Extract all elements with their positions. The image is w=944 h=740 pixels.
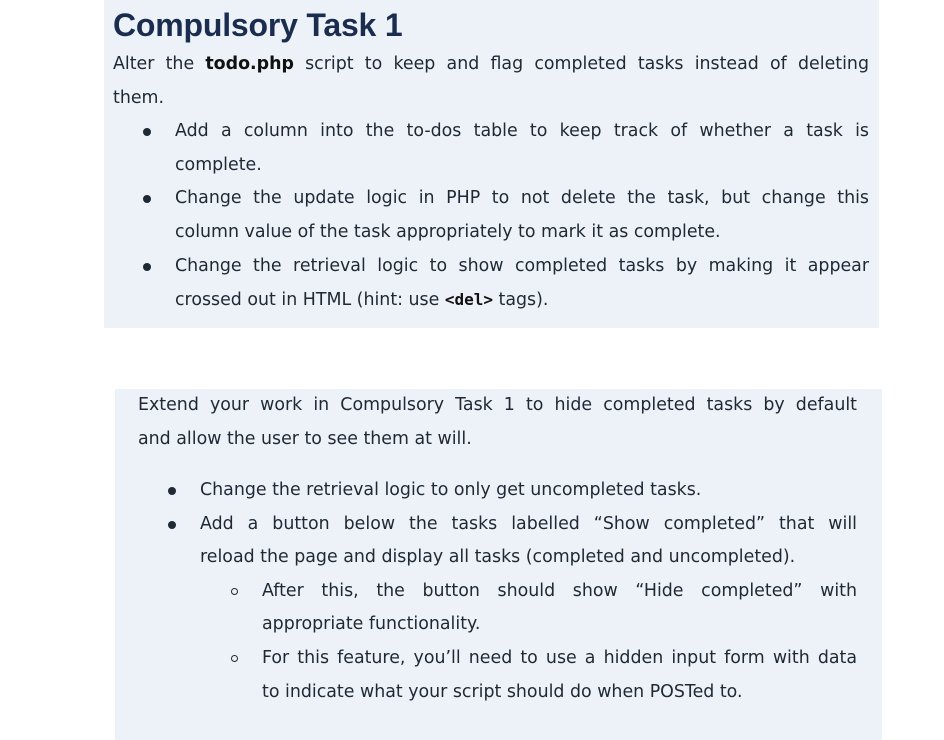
task2-sub-list [200, 575, 857, 709]
task1-bullet-list [113, 115, 869, 318]
list-item: Add a button below the tasks labelled “Show completed” that will reload the page and display all tasks (completed and uncompleted). After this, the button should show “Hide completed” with appropriate functionality. For this feature, you’ll need to use a hidden input form with data to indicate what your script should do when POSTed to. [200, 508, 857, 710]
sub-list-item: For this feature, you’ll need to use a hidden input form with data to indicate what your script should do when POSTed to. [262, 642, 857, 709]
section-title: Compulsory Task 1 [113, 7, 403, 43]
task1-intro-line-1: Alter the todo.php script to keep and flag completed tasks instead of deleting [113, 54, 869, 74]
list-item: Change the update logic in PHP to not delete the task, but change this column value of the task appropriately to mark it as complete. [175, 182, 869, 249]
circle-bullet-icon [231, 588, 238, 595]
bullet-icon [143, 195, 151, 203]
task1-intro [113, 48, 869, 115]
extension-task-section [115, 389, 882, 740]
sub-list-item: After this, the button should show “Hide completed” with appropriate functionality. [262, 575, 857, 642]
compulsory-task-1-section [104, 0, 879, 328]
circle-bullet-icon [231, 655, 238, 662]
list-item: Add a column into the to-dos table to keep track of whether a task is complete. [175, 115, 869, 182]
list-item: Change the retrieval logic to show completed tasks by making it appear crossed out in HTML (hint: use <del> tags). [175, 250, 869, 318]
filename-todo-php: todo.php [205, 54, 294, 74]
bullet-icon [143, 263, 151, 271]
bullet-icon [168, 521, 176, 529]
del-tag-code: <del> [444, 290, 494, 310]
task1-intro-line-2: them. [113, 87, 165, 108]
list-item: Change the retrieval logic to only get uncompleted tasks. [200, 474, 857, 508]
bullet-icon [168, 487, 176, 495]
bullet-icon [143, 128, 151, 136]
task2-intro: Extend your work in Compulsory Task 1 to hide completed tasks by default and allow the user to see them at will. [138, 395, 857, 449]
task2-bullet-list [138, 474, 857, 709]
